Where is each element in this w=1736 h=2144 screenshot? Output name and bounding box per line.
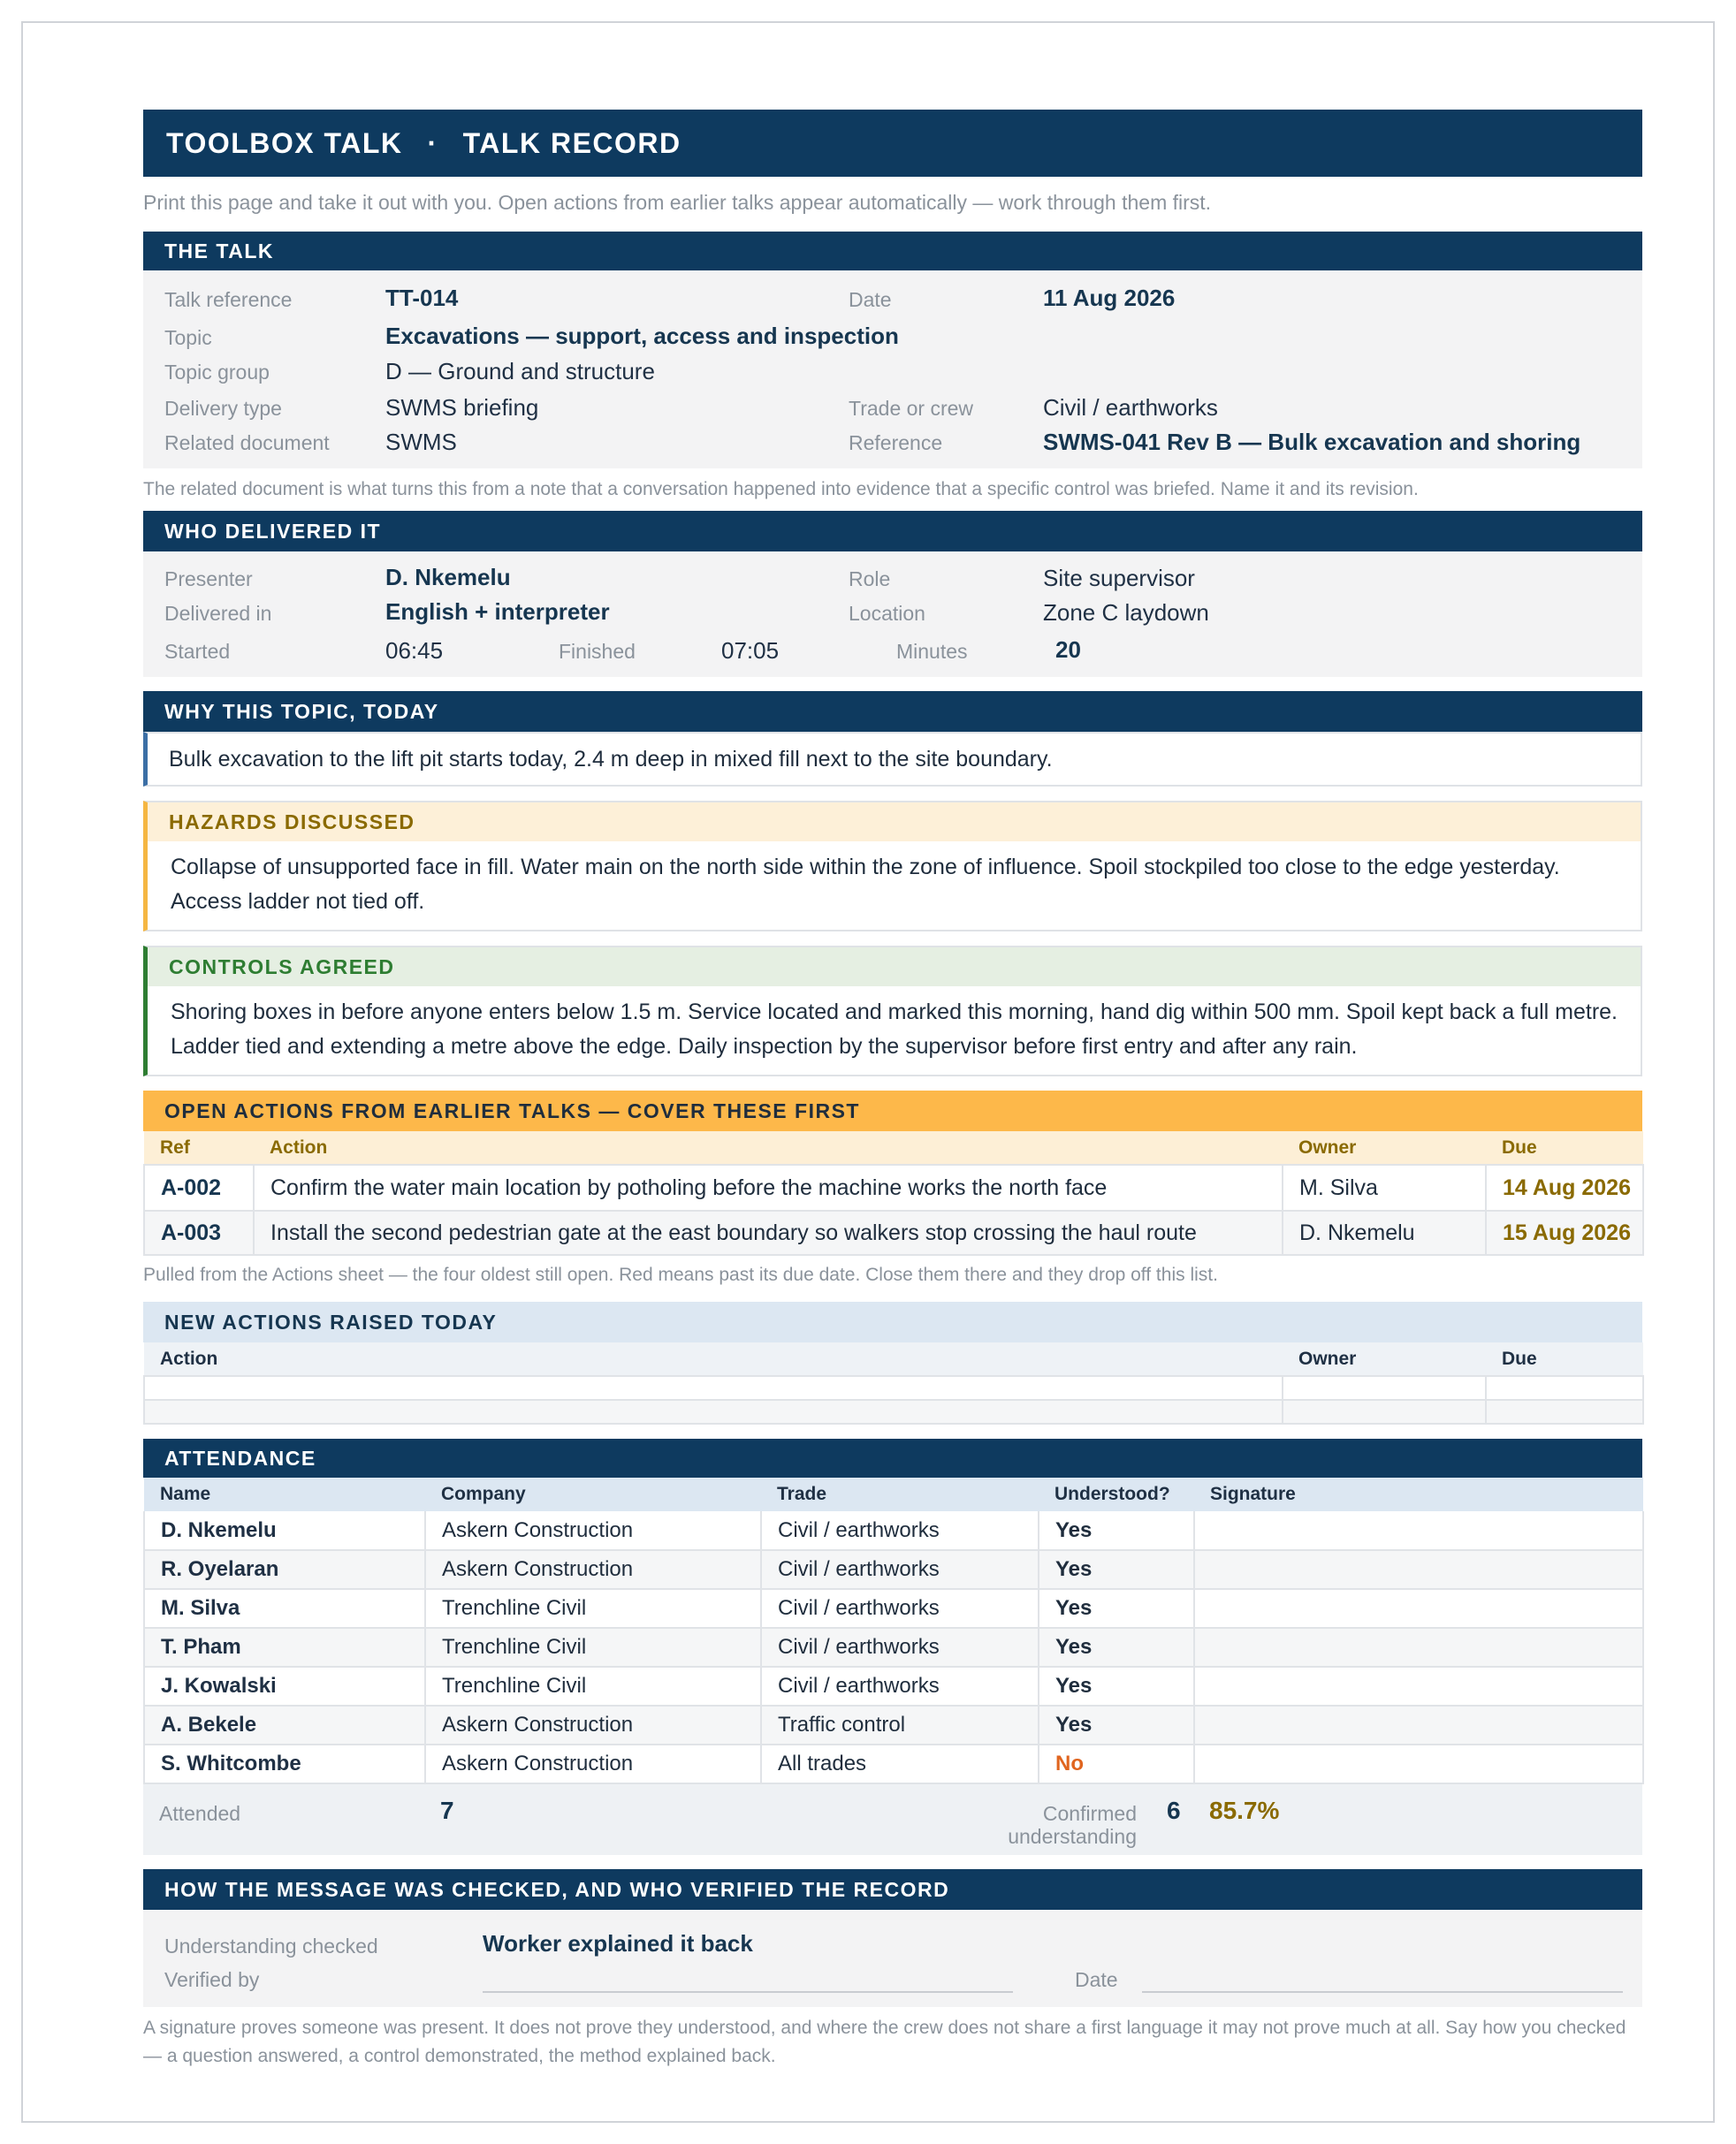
action-ref: A-003 [144, 1211, 254, 1255]
col-owner: Owner [1298, 1137, 1357, 1158]
attendee-trade: Civil / earthworks [761, 1511, 1039, 1550]
attendee-trade: Civil / earthworks [761, 1667, 1039, 1706]
presenter-label: Presenter [164, 567, 253, 590]
attendee-understood: Yes [1039, 1667, 1194, 1706]
new-actions-table [143, 1342, 1644, 1425]
started-value: 06:45 [385, 637, 444, 664]
action-text: Install the second pedestrian gate at the east boundary so walkers stop crossing the haul route [254, 1211, 1283, 1255]
controls-text: Shoring boxes in before anyone enters below 1.5 m. Service located and marked this morning, hand dig within 500 mm. Spoil kept back a full metre. Ladder tied and extending a metre above the edge. Daily inspection by the supervisor before first entry and after any rain. [148, 986, 1641, 1075]
topic-group-value: D — Ground and structure [385, 358, 655, 384]
attendee-name: R. Oyelaran [144, 1550, 425, 1589]
attendee-understood: Yes [1039, 1706, 1194, 1745]
attendee-name: J. Kowalski [144, 1667, 425, 1706]
trade-value: Civil / earthworks [1043, 394, 1218, 421]
location-label: Location [849, 602, 925, 625]
col-action: Action [160, 1348, 218, 1369]
confirmed-label-line1: Confirmed [1042, 1802, 1137, 1825]
attendee-row [144, 1511, 1643, 1550]
signature-cell[interactable] [1194, 1706, 1643, 1745]
attendance-summary [143, 1784, 1642, 1855]
finished-value: 07:05 [721, 637, 780, 664]
attendee-understood: Yes [1039, 1589, 1194, 1628]
attendee-name: A. Bekele [144, 1706, 425, 1745]
trade-label: Trade or crew [849, 397, 974, 420]
col-company: Company [441, 1484, 526, 1504]
role-value: Site supervisor [1043, 565, 1195, 591]
action-owner: M. Silva [1283, 1165, 1486, 1211]
action-text: Confirm the water main location by potholing before the machine works the north face [254, 1165, 1283, 1211]
col-due: Due [1502, 1348, 1537, 1369]
talk-note: The related document is what turns this from a note that a conversation happened into evidence that a specific control was briefed. Name it and its revision. [143, 479, 1419, 499]
attendee-name: M. Silva [144, 1589, 425, 1628]
attendee-understood: No [1039, 1745, 1194, 1783]
attendee-name: D. Nkemelu [144, 1511, 425, 1550]
attended-value: 7 [440, 1797, 454, 1824]
col-signature: Signature [1210, 1484, 1296, 1504]
verified-by-label: Verified by [164, 1968, 260, 1991]
attendee-trade: All trades [761, 1745, 1039, 1783]
attendee-company: Trenchline Civil [425, 1667, 761, 1706]
attendee-name: T. Pham [144, 1628, 425, 1667]
open-actions-table [143, 1131, 1644, 1256]
new-action-field[interactable] [144, 1376, 1283, 1400]
verify-details [143, 1910, 1642, 2007]
delivered-details [143, 551, 1642, 677]
why-text: Bulk excavation to the lift pit starts today, 2.4 m deep in mixed fill next to the site boundary. [143, 732, 1642, 787]
related-doc-label: Related document [164, 431, 330, 454]
attendee-understood: Yes [1039, 1550, 1194, 1589]
title-banner [143, 110, 1642, 177]
related-doc-value: SWMS [385, 429, 457, 455]
attendee-company: Trenchline Civil [425, 1589, 761, 1628]
confirmed-percent: 85.7% [1209, 1797, 1280, 1824]
role-label: Role [849, 567, 891, 590]
title-left: TOOLBOX TALK [166, 126, 403, 159]
signature-cell[interactable] [1194, 1550, 1643, 1589]
why-heading: WHY THIS TOPIC, TODAY [143, 691, 1642, 732]
signature-cell[interactable] [1194, 1589, 1643, 1628]
attendee-row [144, 1628, 1643, 1667]
attendance-heading: ATTENDANCE [143, 1439, 1642, 1478]
open-actions-note: Pulled from the Actions sheet — the four oldest still open. Red means past its due date. Close them there and they drop off this list. [143, 1265, 1218, 1285]
talk-ref-value: TT-014 [385, 285, 459, 311]
col-owner: Owner [1298, 1348, 1357, 1369]
attendee-company: Askern Construction [425, 1511, 761, 1550]
delivery-type-label: Delivery type [164, 397, 282, 420]
signature-cell[interactable] [1194, 1745, 1643, 1783]
title-right: TALK RECORD [462, 126, 681, 159]
presenter-value: D. Nkemelu [385, 564, 511, 590]
signature-cell[interactable] [1194, 1511, 1643, 1550]
reference-value: SWMS-041 Rev B — Bulk excavation and shoring [1043, 429, 1581, 455]
open-actions-heading: OPEN ACTIONS FROM EARLIER TALKS — COVER THESE FIRST [143, 1091, 1642, 1131]
topic-group-label: Topic group [164, 361, 270, 384]
new-owner-field[interactable] [1283, 1400, 1486, 1424]
finished-label: Finished [559, 640, 636, 663]
col-action: Action [270, 1137, 328, 1158]
attendee-company: Trenchline Civil [425, 1628, 761, 1667]
reference-label: Reference [849, 431, 943, 454]
action-due: 15 Aug 2026 [1486, 1211, 1643, 1255]
delivered-heading: WHO DELIVERED IT [143, 511, 1642, 551]
attendee-row [144, 1745, 1643, 1783]
confirmed-label-line2: understanding [1008, 1825, 1137, 1848]
signature-cell[interactable] [1194, 1667, 1643, 1706]
attendee-understood: Yes [1039, 1628, 1194, 1667]
hazards-text: Collapse of unsupported face in fill. Water main on the north side within the zone of influence. Spoil stockpiled too close to the edge yesterday. Access ladder not tied off. [148, 841, 1641, 930]
new-due-field[interactable] [1486, 1400, 1643, 1424]
date-value: 11 Aug 2026 [1043, 285, 1176, 311]
delivery-type-value: SWMS briefing [385, 394, 539, 421]
attendee-row [144, 1550, 1643, 1589]
talk-record-page [143, 110, 1642, 2071]
minutes-label: Minutes [896, 640, 968, 663]
attended-label: Attended [159, 1802, 241, 1825]
col-understood: Understood? [1055, 1484, 1170, 1504]
verify-date-line[interactable] [1142, 1991, 1623, 1993]
started-label: Started [164, 640, 231, 663]
controls-box [143, 946, 1642, 1076]
new-owner-field[interactable] [1283, 1376, 1486, 1400]
new-actions-heading: NEW ACTIONS RAISED TODAY [143, 1302, 1642, 1342]
table-row [144, 1211, 1643, 1255]
date-label: Date [849, 288, 892, 311]
signature-cell[interactable] [1194, 1628, 1643, 1667]
verify-date-label: Date [1075, 1968, 1118, 1991]
talk-details [143, 270, 1642, 468]
page-frame [21, 21, 1715, 2123]
new-action-row[interactable] [144, 1376, 1643, 1400]
attendee-trade: Traffic control [761, 1706, 1039, 1745]
talk-heading: THE TALK [143, 232, 1642, 270]
new-action-field[interactable] [144, 1400, 1283, 1424]
attendee-trade: Civil / earthworks [761, 1550, 1039, 1589]
attendee-row [144, 1667, 1643, 1706]
topic-label: Topic [164, 326, 212, 349]
action-ref: A-002 [144, 1165, 254, 1211]
col-trade: Trade [777, 1484, 827, 1504]
action-due: 14 Aug 2026 [1486, 1165, 1643, 1211]
confirmed-value: 6 [1167, 1797, 1181, 1824]
attendance-table [143, 1478, 1644, 1784]
confirmed-label [877, 1802, 1137, 1848]
language-value: English + interpreter [385, 598, 610, 625]
action-owner: D. Nkemelu [1283, 1211, 1486, 1255]
attendee-trade: Civil / earthworks [761, 1589, 1039, 1628]
location-value: Zone C laydown [1043, 599, 1209, 626]
language-label: Delivered in [164, 602, 272, 625]
attendee-name: S. Whitcombe [144, 1745, 425, 1783]
col-name: Name [160, 1484, 211, 1504]
attendee-trade: Civil / earthworks [761, 1628, 1039, 1667]
intro-text: Print this page and take it out with you. Open actions from earlier talks appear automatically — work through them first. [143, 191, 1212, 214]
attendee-company: Askern Construction [425, 1706, 761, 1745]
attendee-company: Askern Construction [425, 1745, 761, 1783]
col-due: Due [1502, 1137, 1537, 1158]
attendee-understood: Yes [1039, 1511, 1194, 1550]
verify-heading: HOW THE MESSAGE WAS CHECKED, AND WHO VERIFIED THE RECORD [143, 1869, 1642, 1910]
topic-value: Excavations — support, access and inspection [385, 323, 899, 349]
attendee-row [144, 1706, 1643, 1745]
new-action-row[interactable] [144, 1400, 1643, 1424]
title-separator: · [427, 126, 438, 159]
hazards-heading: HAZARDS DISCUSSED [148, 802, 1641, 841]
table-row [144, 1165, 1643, 1211]
verified-by-line[interactable] [483, 1991, 1013, 1993]
checked-label: Understanding checked [164, 1935, 378, 1958]
controls-heading: CONTROLS AGREED [148, 947, 1641, 986]
minutes-value: 20 [1055, 636, 1081, 663]
verify-note: A signature proves someone was present. It does not prove they understood, and where the crew does not share a first language it may not prove much at all. Say how you checked — a question answered, a control demonstrated, the method explained back. [143, 2018, 1626, 2066]
checked-value: Worker explained it back [483, 1930, 753, 1957]
new-due-field[interactable] [1486, 1376, 1643, 1400]
talk-ref-label: Talk reference [164, 288, 293, 311]
attendee-company: Askern Construction [425, 1550, 761, 1589]
hazards-box [143, 801, 1642, 931]
col-ref: Ref [160, 1137, 190, 1158]
attendee-row [144, 1589, 1643, 1628]
